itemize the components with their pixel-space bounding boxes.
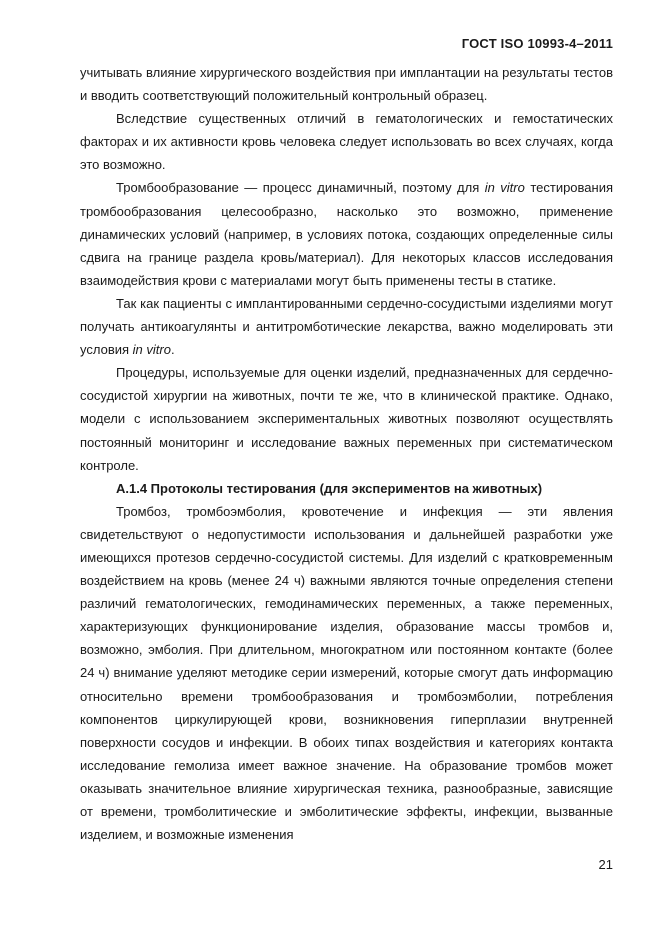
in-vitro-term: in vitro	[132, 342, 171, 358]
document-body	[80, 61, 613, 846]
section-heading: А.1.4 Протоколы тестирования (для экспериментов на животных)	[116, 480, 543, 496]
paragraph-thrombus-formation	[80, 176, 613, 291]
paragraph-text-part: тестирования тромбообразования целесообразно, насколько это возможно, применение динамических условий (например, в условиях потока, создающих определенные силы сдвига на границе раздела кровь/материал). Для некоторых классов исследования взаимодействия крови с материалами могут быть применены тесты в статике.	[80, 180, 614, 288]
paragraph-text-part: Так как пациенты с имплантированными сердечно-сосудистыми изделиями могут получать антикоагулянты и антитромботические лекарства, важно моделировать эти условия	[80, 295, 613, 358]
paragraph-thrombosis-protocols: Тромбоз, тромбоэмболия, кровотечение и инфекция — эти явления свидетельствуют о недопустимости использования и дальнейшей разработки уже имеющихся протезов сердечно-сосудистой системы. Для изделий с кратковременным воздействием на кровь (менее 24 ч) важными являются точные определения степени различий гематологических, гемодинамических переменных, а также переменных, характеризующих функционирование изделия, образование массы тромбов и, возможно, эмболия. При длительном, многократном или постоянном контакте (более 24 ч) внимание уделяют методике серии измерений, которые смогут дать информацию относительно времени тромбообразования и тромбоэмболии, потребления компонентов циркулирующей крови, возникновения гиперплазии внутренней поверхности сосудов и инфекции. В обоих типах воздействия и категориях контакта исследование гемолиза имеет важное значение. На образование тромбов может оказывать значительное влияние хирургическая техника, разнообразные, зависящие от времени, тромболитические и эмболитические эффекты, инфекции, вызванные изделием, и возможные изменения	[80, 503, 613, 843]
paragraph-continuation: учитывать влияние хирургического воздействия при имплантации на результаты тестов и вводить соответствующий положительный контрольный образец.	[80, 65, 613, 104]
document-header	[462, 36, 613, 51]
paragraph-text-part: Тромбообразование — процесс динамичный, поэтому для	[116, 180, 485, 196]
in-vitro-term: in vitro	[484, 180, 525, 196]
paragraph-human-blood: Вследствие существенных отличий в гематологических и гемостатических факторах и их активности кровь человека следует использовать во всех случаях, когда это возможно.	[80, 111, 613, 173]
paragraph-animal-procedures: Процедуры, используемые для оценки изделий, предназначенных для сердечно-сосудистой хирургии на животных, почти те же, что в клинической практике. Однако, модели с использованием экспериментальных животных позволяют осуществлять постоянный мониторинг и исследование важных переменных при систематическом контроле.	[80, 365, 613, 473]
paragraph-text-part: .	[170, 342, 175, 358]
standard-id: ГОСТ ISO 10993-4–2011	[461, 36, 613, 51]
paragraph-anticoagulants	[80, 292, 613, 361]
page-number: 21	[598, 857, 613, 872]
